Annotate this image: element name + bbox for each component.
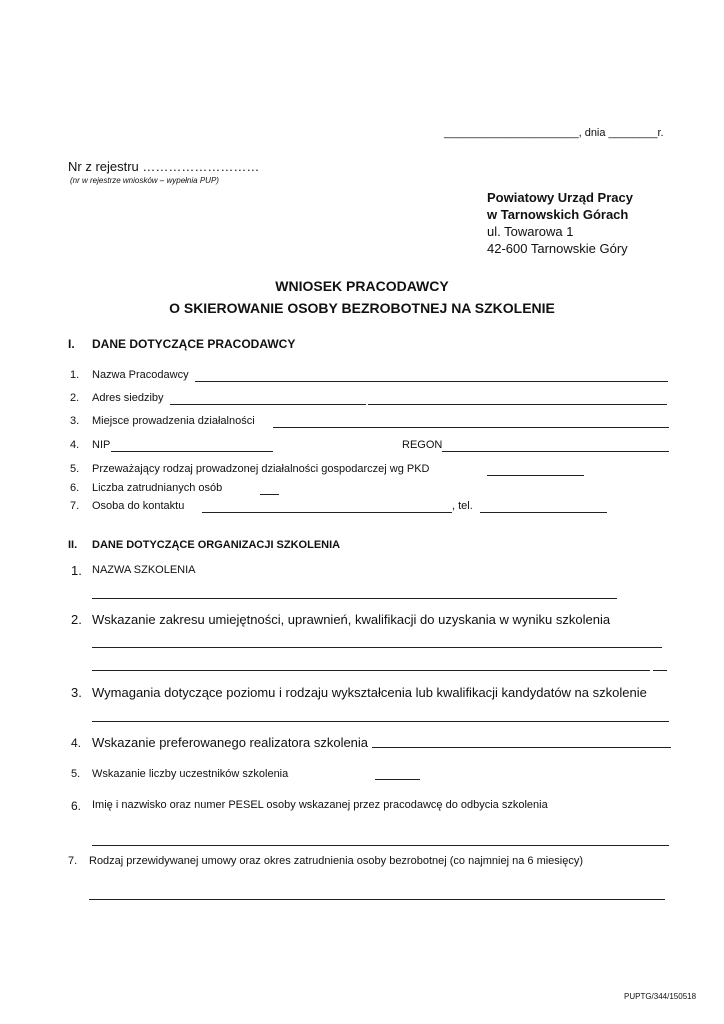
training-name-field[interactable]: [92, 598, 617, 599]
document-code: PUPTG/344/150518: [624, 992, 697, 1001]
employee-count-field[interactable]: [260, 494, 279, 495]
form-title-line2: O SKIEROWANIE OSOBY BEZROBOTNEJ NA SZKOLENIE: [169, 300, 555, 316]
s1-item2-number: 2.: [70, 392, 80, 404]
regon-label: REGON: [402, 439, 443, 451]
registry-note: (nr w rejestrze wniosków – wypełnia PUP): [70, 176, 219, 185]
addressee-line3: ul. Towarowa 1: [487, 224, 574, 239]
s1-item7-number: 7.: [70, 500, 80, 512]
phone-label: , tel.: [452, 500, 473, 512]
address-field-part1[interactable]: [170, 404, 366, 405]
date-line: ______________________, dnia ________r.: [444, 127, 664, 139]
s1-item4-number: 4.: [70, 439, 80, 451]
s1-item6-number: 6.: [70, 482, 80, 494]
candidate-name-pesel-field[interactable]: [92, 845, 669, 846]
address-field-part2[interactable]: [368, 404, 667, 405]
registry-number-label: Nr z rejestru ………………………: [68, 159, 260, 174]
s1-item1-label: Nazwa Pracodawcy: [92, 369, 189, 381]
education-requirements-field[interactable]: [92, 721, 669, 722]
s2-item2-label: Wskazanie zakresu umiejętności, uprawnień, kwalifikacji do uzyskania w wyniku szkolenia: [92, 612, 611, 627]
regon-field[interactable]: [442, 451, 669, 452]
addressee-line4: 42-600 Tarnowskie Góry: [487, 241, 628, 256]
nip-label: NIP: [92, 439, 111, 451]
s2-item4-number: 4.: [71, 736, 82, 750]
addressee-line2: w Tarnowskich Górach: [487, 207, 629, 222]
s2-item2-number: 2.: [71, 612, 82, 627]
s1-item2-label: Adres siedziby: [92, 392, 164, 404]
skills-scope-field-line1[interactable]: [92, 647, 662, 648]
s1-item3-label: Miejsce prowadzenia działalności: [92, 415, 255, 427]
s1-item7-label: Osoba do kontaktu: [92, 500, 185, 512]
section1-heading: DANE DOTYCZĄCE PRACODAWCY: [92, 337, 296, 351]
skills-scope-field-line2-end: [653, 670, 667, 671]
s2-item6-label: Imię i nazwisko oraz numer PESEL osoby wskazanej przez pracodawcę do odbycia szkolenia: [92, 799, 548, 811]
form-title-line1: WNIOSEK PRACODAWCY: [275, 278, 449, 294]
section2-number: II.: [68, 539, 78, 551]
s1-item1-number: 1.: [70, 369, 80, 381]
s1-item5-number: 5.: [70, 463, 80, 475]
skills-scope-field-line2[interactable]: [92, 670, 650, 671]
addressee-line1: Powiatowy Urząd Pracy: [487, 190, 633, 205]
preferred-provider-field[interactable]: [372, 747, 671, 748]
contact-person-field[interactable]: [202, 512, 452, 513]
s2-item6-number: 6.: [71, 799, 82, 813]
section1-number: I.: [68, 337, 75, 351]
s1-item3-number: 3.: [70, 415, 80, 427]
s2-item5-number: 5.: [71, 768, 81, 780]
s1-item5-label: Przeważający rodzaj prowadzonej działalności gospodarczej wg PKD: [92, 463, 430, 475]
s2-item7-number: 7.: [68, 855, 78, 867]
nip-field[interactable]: [111, 451, 273, 452]
s2-item1-label: NAZWA SZKOLENIA: [92, 564, 196, 576]
pkd-field[interactable]: [487, 475, 584, 476]
participants-count-field[interactable]: [375, 779, 420, 780]
s2-item7-label: Rodzaj przewidywanej umowy oraz okres zatrudnienia osoby bezrobotnej (co najmniej na 6 miesięcy): [89, 855, 584, 867]
s2-item3-label: Wymagania dotyczące poziomu i rodzaju wykształcenia lub kwalifikacji kandydatów na szkolenie: [92, 685, 647, 700]
business-location-field[interactable]: [273, 427, 669, 428]
phone-field[interactable]: [480, 512, 607, 513]
s2-item3-number: 3.: [71, 685, 82, 700]
s2-item4-label: Wskazanie preferowanego realizatora szkolenia: [92, 735, 369, 750]
s2-item5-label: Wskazanie liczby uczestników szkolenia: [92, 768, 289, 780]
contract-type-field[interactable]: [89, 899, 665, 900]
s2-item1-number: 1.: [71, 563, 82, 578]
section2-heading: DANE DOTYCZĄCE ORGANIZACJI SZKOLENIA: [92, 539, 341, 551]
s1-item6-label: Liczba zatrudnianych osób: [92, 482, 223, 494]
employer-name-field[interactable]: [195, 381, 668, 382]
